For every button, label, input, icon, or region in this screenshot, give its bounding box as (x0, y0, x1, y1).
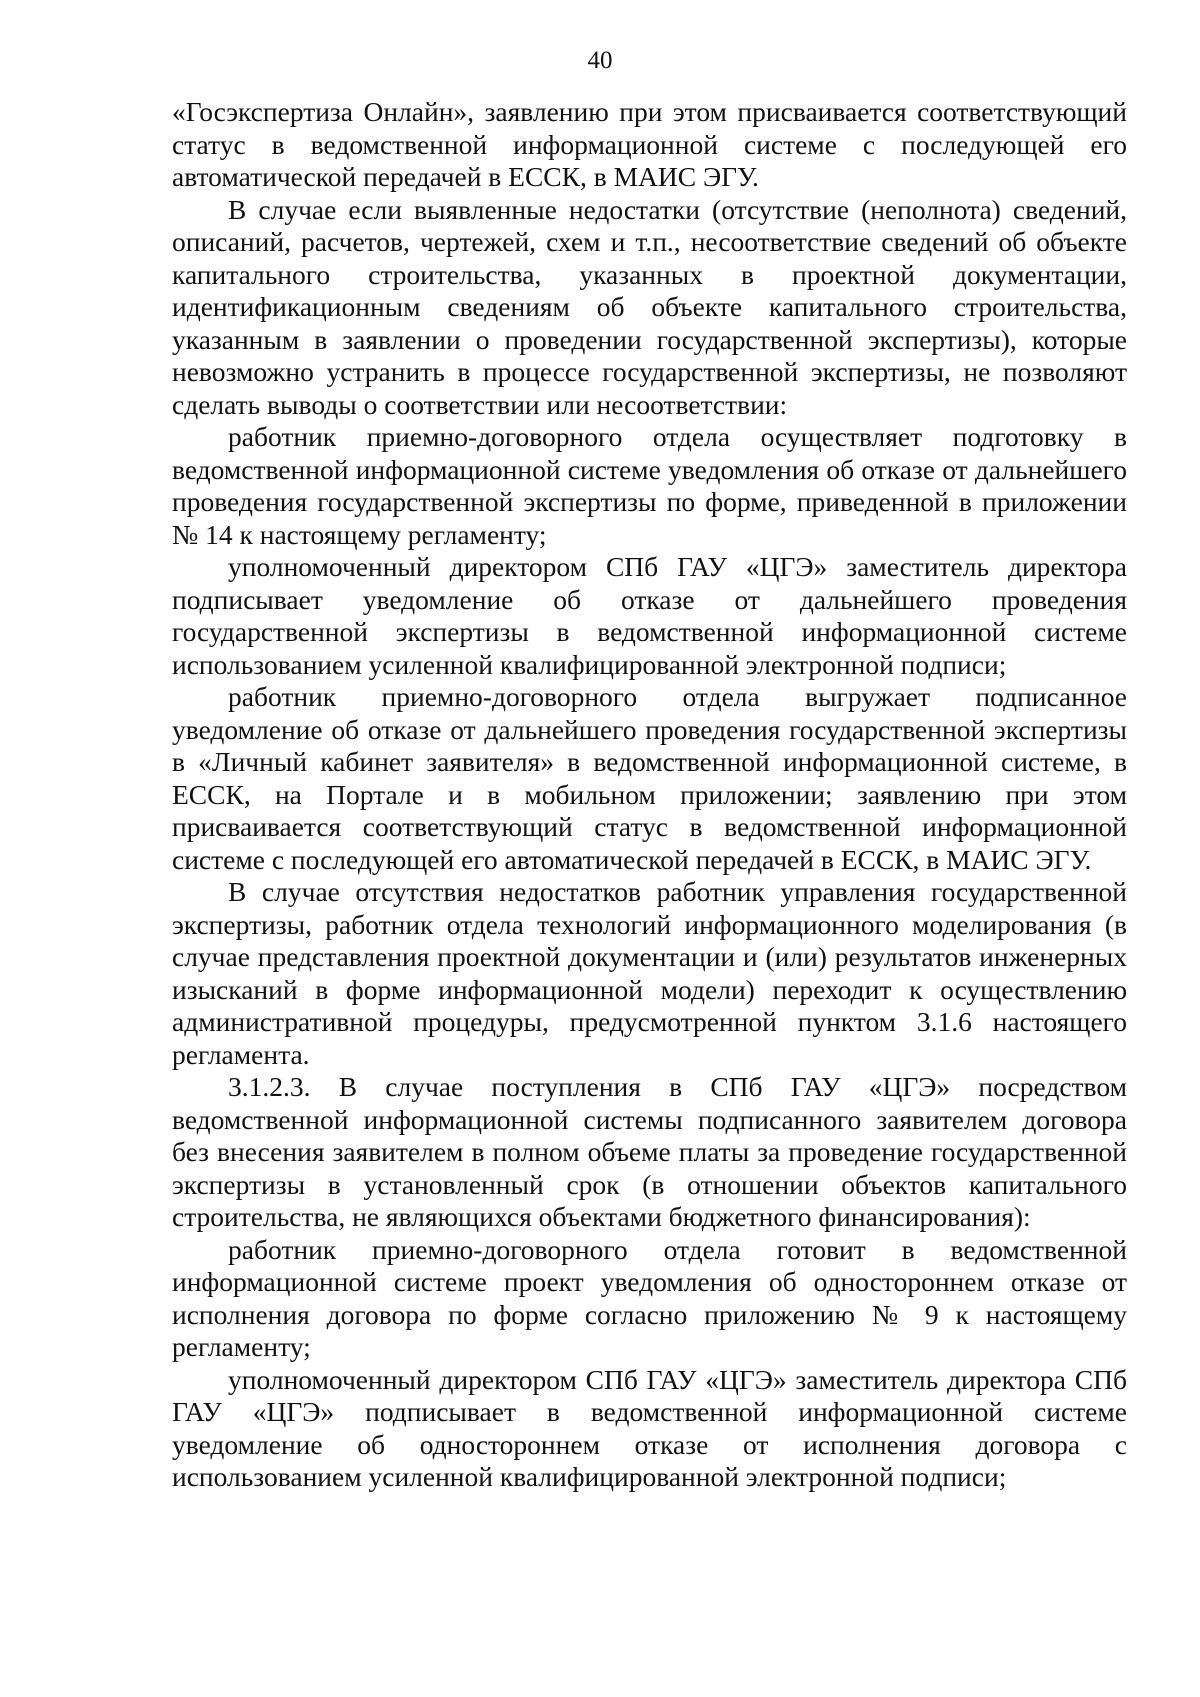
paragraph-prepare-refusal: работник приемно-договорного отдела готовит в ведомственной информационной системе проект уведомления об одностороннем отказе от исполнения договора по форме согласно приложению № 9 к настоящему регламенту; (172, 1233, 1127, 1362)
paragraph-sign-notice: уполномоченный директором СПб ГАУ «ЦГЭ» заместитель директора подписывает уведомление об отказе от дальнейшего проведения государственной экспертизы в ведомственной информационной системе использованием усиленной квалифицированной электронной подписи; (172, 551, 1127, 680)
paragraph-upload-notice: работник приемно-договорного отдела выгружает подписанное уведомление об отказе от дальнейшего проведения государственной экспертизы в «Личный кабинет заявителя» в ведомственной информационной системе, в ЕССК, на Портале и в мобильном приложении; заявлению при этом присваивается соответствующий статус в ведомственной информационной системе с последующей его автоматической передачей в ЕССК, в МАИС ЭГУ. (172, 681, 1127, 875)
paragraph-no-deficiencies: В случае отсутствия недостатков работник управления государственной экспертизы, работник отдела технологий информационного моделирования (в случае представления проектной документации и (или) результатов инженерных изысканий в форме информационной модели) переходит к осуществлению административной процедуры, предусмотренной пунктом 3.1.6 настоящего регламента. (172, 876, 1127, 1070)
body-text (172, 96, 1127, 1494)
paragraph-deficiencies-case: В случае если выявленные недостатки (отсутствие (неполнота) сведений, описаний, расчетов, чертежей, схем и т.п., несоответствие сведений об объекте капитального строительства, указанных в проектной документации, идентификационным сведениям об объекте капитального строительства, указанным в заявлении о проведении государственной экспертизы), которые невозможно устранить в процессе государственной экспертизы, не позволяют сделать выводы о соответствии или несоответствии: (172, 193, 1127, 420)
page-number: 40 (587, 47, 613, 74)
paragraph-prepare-notice: работник приемно-договорного отдела осуществляет подготовку в ведомственной информационной системе уведомления об отказе от дальнейшего проведения государственной экспертизы по форме, приведенной в приложении № 14 к настоящему регламенту; (172, 421, 1127, 550)
paragraph-section-3-1-2-3: 3.1.2.3. В случае поступления в СПб ГАУ «ЦГЭ» посредством ведомственной информационной системы подписанного заявителем договора без внесения заявителем в полном объеме платы за проведение государственной экспертизы в установленный срок (в отношении объектов капитального строительства, не являющихся объектами бюджетного финансирования): (172, 1071, 1127, 1232)
paragraph-sign-refusal: уполномоченный директором СПб ГАУ «ЦГЭ» заместитель директора СПб ГАУ «ЦГЭ» подписывает в ведомственной информационной системе уведомление об одностороннем отказе от исполнения договора с использованием усиленной квалифицированной электронной подписи; (172, 1363, 1127, 1492)
paragraph-continuation: «Госэкспертиза Онлайн», заявлению при этом присваивается соответствующий статус в ведомственной информационной системе с последующей его автоматической передачей в ЕССК, в МАИС ЭГУ. (172, 96, 1127, 192)
